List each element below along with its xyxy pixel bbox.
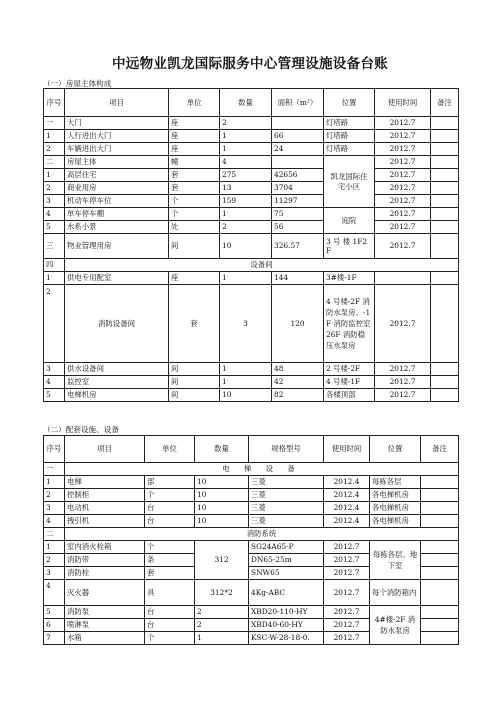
cell-unit: 个 — [145, 632, 195, 645]
cell-item: 控制柜 — [65, 489, 145, 502]
cell-unit: 个 — [145, 489, 195, 502]
cell-location: 各楼顶部 — [324, 389, 375, 402]
cell-no: 3 — [44, 567, 65, 580]
cell-item: 机动车停车位 — [65, 195, 169, 208]
header-unit: 单位 — [145, 436, 195, 463]
cell-unit: 座 — [169, 130, 220, 143]
cell-unit: 间 — [169, 234, 220, 259]
cell-time: 2012.4 — [324, 515, 370, 528]
table-row — [44, 502, 459, 515]
cell-item: 大门 — [65, 117, 169, 130]
table-row — [44, 143, 459, 156]
cell-unit: 座 — [169, 143, 220, 156]
cell-area: 48 — [272, 363, 324, 376]
cell-no: 二 — [44, 156, 65, 169]
cell-time: 2012.4 — [324, 489, 370, 502]
cell-item: 人行进出大门 — [65, 130, 169, 143]
cell-location: 每栋各层 — [370, 476, 421, 489]
cell-item: 供电专用配室 — [65, 272, 169, 285]
cell-no: 5 — [44, 606, 65, 619]
cell-location-merged: 每栋各层、地下室 — [370, 541, 421, 580]
table-row — [44, 117, 459, 130]
cell-remark — [431, 130, 459, 143]
cell-no: 2 — [44, 182, 65, 195]
cell-remark — [431, 285, 459, 363]
header-no: 序号 — [44, 89, 65, 117]
cell-time: 2012.7 — [375, 182, 431, 195]
cell-qty: 10 — [195, 502, 249, 515]
cell-item: 水箱 — [65, 632, 145, 645]
cell-unit: 台 — [145, 515, 195, 528]
header-time: 使用时间 — [375, 89, 431, 117]
header-area: 面积（m²） — [272, 89, 324, 117]
cell-time — [375, 272, 431, 285]
cell-area: 3704 — [272, 182, 324, 195]
cell-model: 三菱 — [249, 515, 324, 528]
cell-model: SNW65 — [249, 567, 324, 580]
header-unit: 单位 — [169, 89, 220, 117]
cell-no: 四 — [44, 259, 65, 272]
cell-time: 2012.4 — [324, 502, 370, 515]
cell-remark — [421, 541, 459, 554]
cell-qty: 1 — [220, 208, 272, 221]
cell-location: 4 号楼-2F 消防水泵房、-1F 消防监控室 26F 消防稳压水泵房 — [324, 285, 375, 363]
cell-item: 房屋主体 — [65, 156, 169, 169]
cell-item: 电动机 — [65, 502, 145, 515]
cell-qty: 13 — [220, 182, 272, 195]
cell-unit: 套 — [169, 285, 220, 363]
cell-time: 2012.7 — [324, 606, 370, 619]
cell-no: 1 — [44, 541, 65, 554]
cell-remark — [431, 376, 459, 389]
cell-item: 水系小景 — [65, 221, 169, 234]
cell-model: 三菱 — [249, 476, 324, 489]
cell-time: 2012.7 — [324, 619, 370, 632]
cell-time: 2012.7 — [324, 541, 370, 554]
group-label: 消防系统 — [65, 528, 459, 541]
equipment-table — [43, 435, 459, 645]
cell-unit: 台 — [145, 502, 195, 515]
cell-item: 车辆进出大门 — [65, 143, 169, 156]
cell-location-merged: 庭院 — [324, 208, 375, 234]
cell-location: 3#楼-1F — [324, 272, 375, 285]
table-row — [44, 376, 459, 389]
cell-qty: 159 — [220, 195, 272, 208]
cell-no: 4 — [44, 580, 65, 606]
cell-model: KSC-W-28-18-0. — [249, 632, 324, 645]
cell-unit: 台 — [145, 606, 195, 619]
cell-unit: 套 — [145, 567, 195, 580]
cell-qty: 1 — [220, 272, 272, 285]
cell-remark — [431, 234, 459, 259]
cell-remark — [421, 567, 459, 580]
cell-qty: 10 — [220, 389, 272, 402]
cell-location: 灯塔路 — [324, 143, 375, 156]
cell-remark — [431, 156, 459, 169]
cell-qty: 2 — [220, 221, 272, 234]
cell-item: 供水设备间 — [65, 363, 169, 376]
cell-no: 1 — [44, 476, 65, 489]
cell-no: 1 — [44, 272, 65, 285]
cell-remark — [431, 363, 459, 376]
cell-area: 120 — [272, 285, 324, 363]
cell-remark — [421, 632, 459, 645]
cell-item: 电梯机房 — [65, 389, 169, 402]
table-row — [44, 285, 459, 363]
cell-qty: 1 — [195, 632, 249, 645]
cell-area: 326.57 — [272, 234, 324, 259]
cell-qty: 1 — [220, 130, 272, 143]
cell-qty: 1 — [220, 376, 272, 389]
header-remark: 备注 — [431, 89, 459, 117]
group-label: 设备间 — [65, 259, 459, 272]
cell-unit: 条 — [145, 554, 195, 567]
cell-time: 2012.7 — [324, 567, 370, 580]
cell-remark — [431, 221, 459, 234]
page-title: 中远物业凯龙国际服务中心管理设施设备台账 — [112, 56, 388, 72]
cell-item: 物业管理用房 — [65, 234, 169, 259]
cell-location: 灯塔路 — [324, 130, 375, 143]
cell-no: 5 — [44, 221, 65, 234]
cell-location: 各电梯机房 — [370, 515, 421, 528]
cell-area: 56 — [272, 221, 324, 234]
cell-time: 2012.7 — [375, 208, 431, 221]
cell-location: 2 号楼-2F — [324, 363, 375, 376]
group-row — [44, 463, 459, 476]
cell-time: 2012.7 — [375, 363, 431, 376]
cell-remark — [421, 619, 459, 632]
table-row — [44, 515, 459, 528]
cell-no: 3 — [44, 502, 65, 515]
cell-no: 4 — [44, 515, 65, 528]
cell-no: 5 — [44, 389, 65, 402]
cell-time: 2012.4 — [324, 476, 370, 489]
cell-item: 消防带 — [65, 554, 145, 567]
cell-remark — [421, 515, 459, 528]
building-table — [43, 88, 459, 402]
cell-time: 2012.7 — [324, 632, 370, 645]
cell-location: 各电梯机房 — [370, 489, 421, 502]
cell-remark — [431, 272, 459, 285]
cell-time: 2012.7 — [324, 554, 370, 567]
cell-model: 三菱 — [249, 502, 324, 515]
cell-remark — [431, 117, 459, 130]
cell-item: 拽引机 — [65, 515, 145, 528]
header-no: 序号 — [44, 436, 65, 463]
cell-no: 二 — [44, 528, 65, 541]
cell-unit: 个 — [169, 195, 220, 208]
cell-item: 商业用房 — [65, 182, 169, 195]
cell-unit: 幢 — [169, 156, 220, 169]
cell-location-merged: 4#楼-2F 消防水泵房 — [370, 606, 421, 645]
cell-no: 2 — [44, 143, 65, 156]
cell-time: 2012.7 — [375, 117, 431, 130]
cell-remark — [421, 489, 459, 502]
cell-qty-merged: 312 — [195, 541, 249, 580]
cell-area: 42 — [272, 376, 324, 389]
cell-area: 144 — [272, 272, 324, 285]
cell-model: XBD40-60-HY — [249, 619, 324, 632]
cell-time: 2012.7 — [375, 156, 431, 169]
header-location: 位置 — [324, 89, 375, 117]
cell-no: 1 — [44, 169, 65, 182]
cell-unit: 处 — [169, 221, 220, 234]
cell-qty: 3 — [220, 285, 272, 363]
cell-qty: 312*2 — [195, 580, 249, 606]
cell-no: 2 — [44, 285, 65, 363]
cell-area: 66 — [272, 130, 324, 143]
cell-location-merged: 凯龙国际住宅小区 — [324, 156, 375, 208]
header-qty: 数量 — [220, 89, 272, 117]
table-row — [44, 476, 459, 489]
table-row — [44, 130, 459, 143]
cell-item: 喷淋泵 — [65, 619, 145, 632]
cell-remark — [421, 554, 459, 567]
cell-item: 高层住宅 — [65, 169, 169, 182]
cell-no: 3 — [44, 363, 65, 376]
header-row — [44, 436, 459, 463]
cell-qty: 4 — [220, 156, 272, 169]
cell-qty: 10 — [195, 489, 249, 502]
cell-qty: 2 — [195, 606, 249, 619]
cell-item: 监控室 — [65, 376, 169, 389]
header-row — [44, 89, 459, 117]
cell-location: 每个消防箱内 — [370, 580, 421, 606]
cell-remark — [431, 169, 459, 182]
cell-unit: 间 — [169, 389, 220, 402]
cell-area: 42656 — [272, 169, 324, 182]
table-row — [44, 541, 459, 554]
cell-time: 2012.7 — [375, 143, 431, 156]
cell-area: 11297 — [272, 195, 324, 208]
table-row — [44, 195, 459, 208]
cell-item: 灭火器 — [65, 580, 145, 606]
cell-qty: 10 — [220, 234, 272, 259]
cell-unit: 个 — [145, 541, 195, 554]
section-2-label: （二）配套设施、设备 — [43, 425, 119, 434]
cell-area: 24 — [272, 143, 324, 156]
cell-qty: 10 — [195, 476, 249, 489]
header-qty: 数量 — [195, 436, 249, 463]
cell-qty: 275 — [220, 169, 272, 182]
cell-time: 2012.7 — [375, 285, 431, 363]
cell-unit: 个 — [169, 208, 220, 221]
cell-no: 7 — [44, 632, 65, 645]
cell-no: 6 — [44, 619, 65, 632]
cell-time: 2012.7 — [375, 389, 431, 402]
cell-unit: 具 — [145, 580, 195, 606]
cell-qty: 10 — [195, 515, 249, 528]
cell-time: 2012.7 — [375, 195, 431, 208]
cell-time: 2012.7 — [375, 130, 431, 143]
table-row — [44, 389, 459, 402]
cell-location: 灯塔路 — [324, 117, 375, 130]
cell-model: 4Kg-ABC — [249, 580, 324, 606]
cell-no: 4 — [44, 376, 65, 389]
cell-item: 单车停车棚 — [65, 208, 169, 221]
cell-area — [272, 156, 324, 169]
cell-no: 2 — [44, 489, 65, 502]
cell-time: 2012.7 — [375, 221, 431, 234]
cell-remark — [431, 195, 459, 208]
cell-unit: 间 — [169, 376, 220, 389]
cell-item: 电梯 — [65, 476, 145, 489]
cell-remark — [421, 606, 459, 619]
cell-remark — [431, 389, 459, 402]
header-item: 项目 — [65, 436, 145, 463]
cell-area: 82 — [272, 389, 324, 402]
cell-remark — [421, 580, 459, 606]
cell-no: 1 — [44, 130, 65, 143]
table-row — [44, 182, 459, 195]
group-row — [44, 528, 459, 541]
cell-no: 2 — [44, 554, 65, 567]
cell-model: SG24A65-P — [249, 541, 324, 554]
header-time: 使用时间 — [324, 436, 370, 463]
group-label: 电 梯 设 备 — [65, 463, 459, 476]
cell-unit: 台 — [145, 619, 195, 632]
cell-no: 三 — [44, 234, 65, 259]
cell-remark — [431, 182, 459, 195]
table-row — [44, 156, 459, 169]
header-item: 项目 — [65, 89, 169, 117]
cell-remark — [421, 476, 459, 489]
cell-time: 2012.7 — [375, 376, 431, 389]
cell-unit: 座 — [169, 272, 220, 285]
cell-unit: 套 — [169, 169, 220, 182]
header-model: 规格型号 — [249, 436, 324, 463]
table-row — [44, 363, 459, 376]
cell-area: 75 — [272, 208, 324, 221]
cell-time: 2012.7 — [375, 234, 431, 259]
cell-item: 消防栓 — [65, 567, 145, 580]
table-row — [44, 606, 459, 619]
cell-unit: 部 — [145, 476, 195, 489]
table-row — [44, 221, 459, 234]
cell-no: 一 — [44, 117, 65, 130]
table-row — [44, 169, 459, 182]
cell-model: XBD20-110-HY — [249, 606, 324, 619]
cell-no: 3 — [44, 195, 65, 208]
cell-qty: 1 — [220, 143, 272, 156]
table-row — [44, 272, 459, 285]
cell-item: 消防设备间 — [65, 285, 169, 363]
cell-location: 各电梯机房 — [370, 502, 421, 515]
header-remark: 备注 — [421, 436, 459, 463]
cell-item: 消防泵 — [65, 606, 145, 619]
header-location: 位置 — [370, 436, 421, 463]
cell-model: 三菱 — [249, 489, 324, 502]
cell-unit: 间 — [169, 363, 220, 376]
cell-remark — [431, 143, 459, 156]
cell-no: 一 — [44, 463, 65, 476]
cell-unit: 套 — [169, 182, 220, 195]
cell-remark — [431, 208, 459, 221]
section-1-label: （一）房屋主体构成 — [43, 79, 112, 88]
cell-time: 2012.7 — [324, 580, 370, 606]
cell-qty: 1 — [220, 363, 272, 376]
cell-qty: 2 — [195, 619, 249, 632]
cell-unit: 座 — [169, 117, 220, 130]
table-row — [44, 234, 459, 259]
table-row — [44, 580, 459, 606]
cell-remark — [421, 502, 459, 515]
cell-area — [272, 117, 324, 130]
cell-model: DN65-25m — [249, 554, 324, 567]
cell-location: 3 号 楼 1F2F — [324, 234, 375, 259]
cell-no: 4 — [44, 208, 65, 221]
cell-location: 4 号楼-1F — [324, 376, 375, 389]
table-row — [44, 489, 459, 502]
table-row — [44, 208, 459, 221]
cell-time: 2012.7 — [375, 169, 431, 182]
group-row — [44, 259, 459, 272]
cell-item: 室内消火栓箱 — [65, 541, 145, 554]
cell-qty: 2 — [220, 117, 272, 130]
